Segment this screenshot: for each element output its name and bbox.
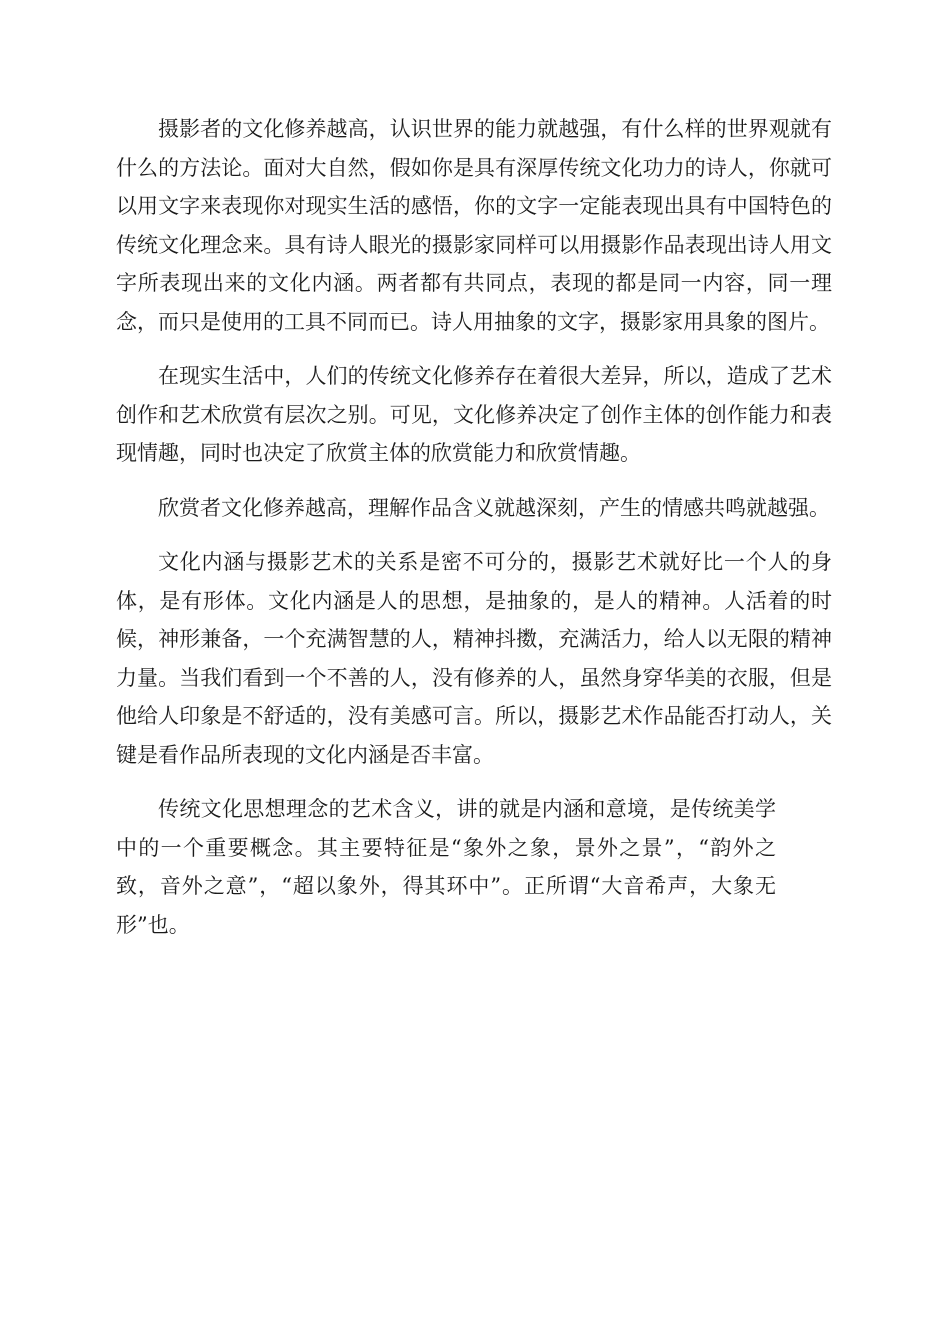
paragraph-1: 摄影者的文化修养越高，认识世界的能力就越强，有什么样的世界观就有什么的方法论。面对大自然，假如你是具有深厚传统文化功力的诗人，你就可以用文字来表现你对现实生活的感悟，你的文字一定能表现出具有中国特色的传统文化理念来。具有诗人眼光的摄影家同样可以用摄影作品表现出诗人用文字所表现出来的文化内涵。两者都有共同点，表现的都是同一内容，同一理念，而只是使用的工具不同而已。诗人用抽象的文字，摄影家用具象的图片。 <box>116 117 832 334</box>
paragraph-4: 文化内涵与摄影艺术的关系是密不可分的，摄影艺术就好比一个人的身体，是有形体。文化内涵是人的思想，是抽象的，是人的精神。人活着的时候，神形兼备，一个充满智慧的人，精神抖擞，充满活力，给人以无限的精神力量。当我们看到一个不善的人，没有修养的人，虽然身穿华美的衣服，但是他给人印象是不舒适的，没有美感可言。所以，摄影艺术作品能否打动人，关键是看作品所表现的文化内涵是否丰富。 <box>116 550 832 767</box>
paragraph-3: 欣赏者文化修养越高，理解作品含义就越深刻，产生的情感共鸣就越强。 <box>158 495 830 520</box>
paragraph-2: 在现实生活中，人们的传统文化修养存在着很大差异，所以，造成了艺术创作和艺术欣赏有层次之别。可见，文化修养决定了创作主体的创作能力和表现情趣，同时也决定了欣赏主体的欣赏能力和欣赏情趣。 <box>116 364 832 465</box>
document-body <box>116 110 832 960</box>
paragraph-5: 传统文化思想理念的艺术含义，讲的就是内涵和意境，是传统美学中的一个重要概念。其主要特征是“象外之象，景外之景”，“韵外之致，音外之意”，“超以象外，得其环中”。正所谓“大音希声，大象无形”也。 <box>116 797 776 937</box>
